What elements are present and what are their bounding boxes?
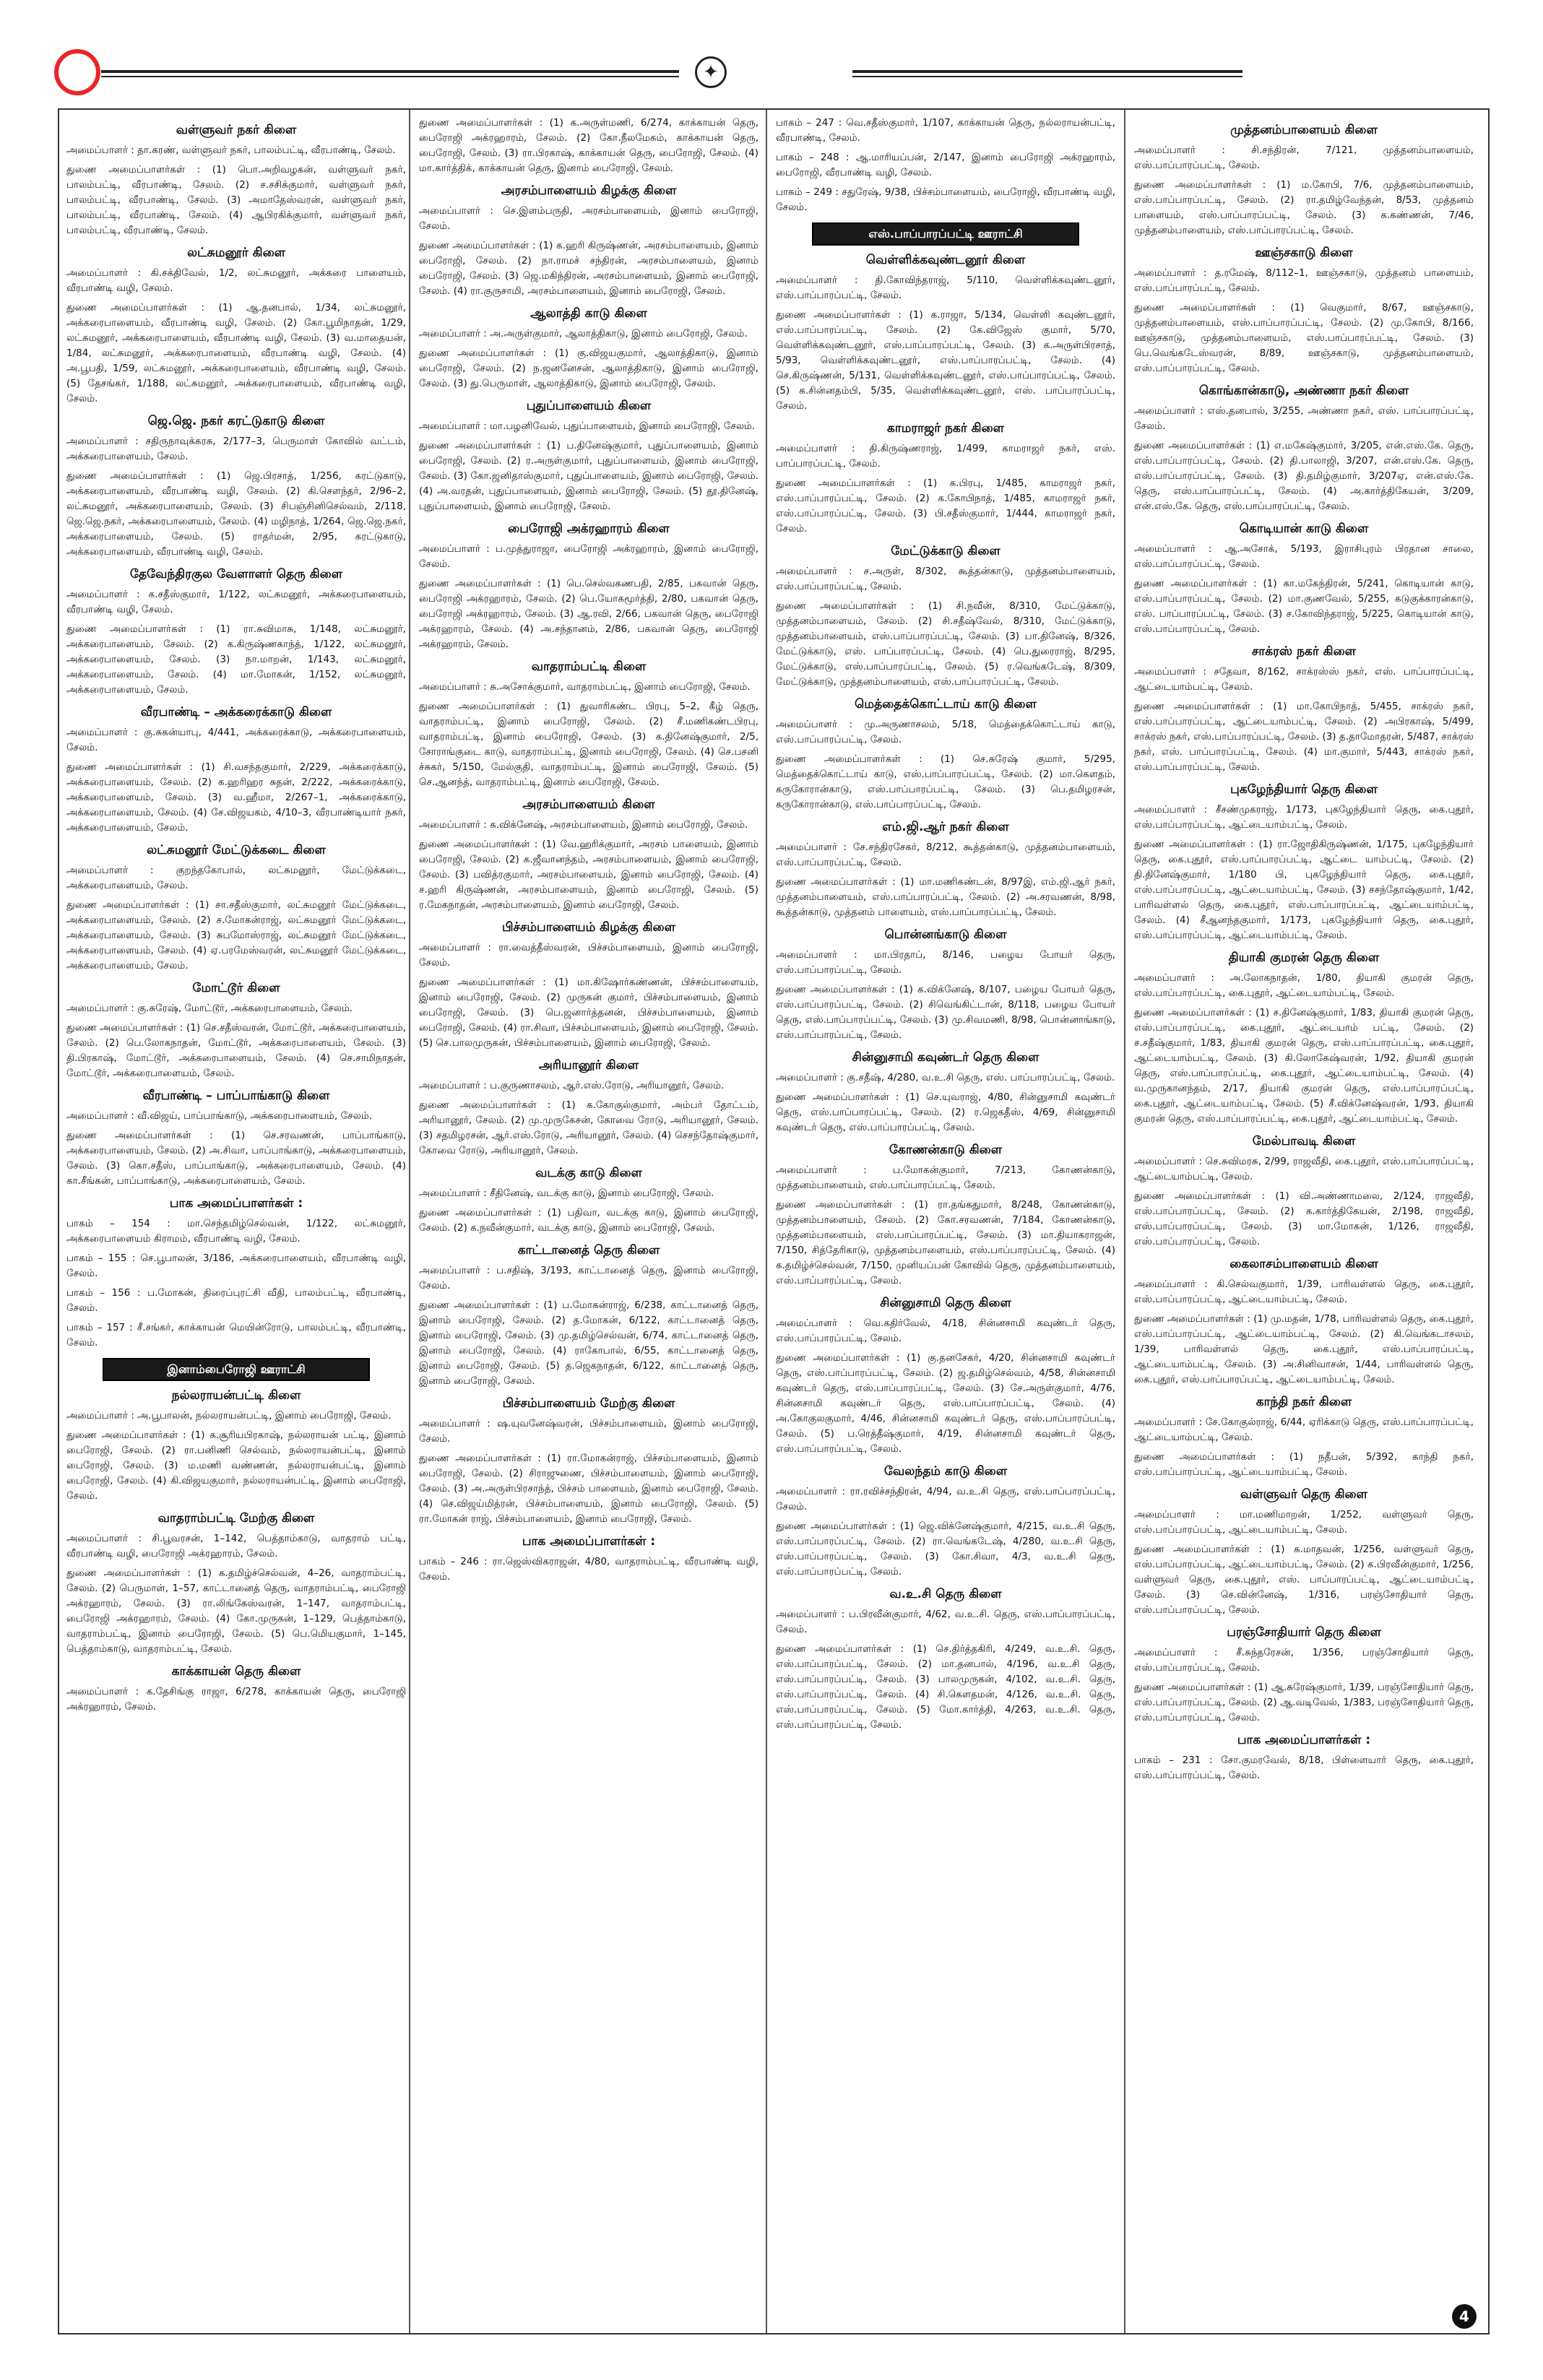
deputy-organizers-entry: துணை அமைப்பாளர்கள் : (1) ரா.ஜோதிகிருஷ்ணன், 1/175, புகழேந்தியார் தெரு, கை.புதூர், எஸ்.பாப்பாரப்பட்டி, ஆட்டை யாம்பட்டி, சேலம். (2) தி.தினேஷ்குமார், 1/180 பி, புகழேந்தியார் தெரு, கை.புதூர், எஸ்.பாப்பாரப்பட்டி, ஆட்டையாம்பட்டி, சேலம். (3) சசந்தோஷ்குமார், 1/42, பாரிவள்ளல் தெரு, கை.புதூர், எஸ்.பாப்பாரப்பட்டி, ஆட்டையாம்பட்டி, சேலம். (4) சீஆனந்தகுமார், 1/173, புகழேந்தியார் தெரு, கை.புதூர், எஸ்.பாப்பாரப்பட்டி, ஆட்டையாம்பட்டி, சேலம்.: [1134, 839, 1474, 941]
organizer-entry: அமைப்பாளர் : ரா.ரவிச்சந்திரன், 4/94, வ.உ.சி தெரு, எஸ்.பாப்பாரப்பட்டி, சேலம்.: [776, 1486, 1115, 1513]
section-heading: ஜெ.ஜெ. நகர் கரட்டுகாடு கிளை: [147, 414, 325, 428]
organizer-entry: அமைப்பாளர் : அ.அருள்குமார், ஆலாத்திகாடு, இனாம் பைரோஜி, சேலம்.: [419, 328, 748, 339]
section-heading: பாக அமைப்பாளர்கள் :: [169, 1196, 303, 1211]
column-divider: [409, 110, 410, 2333]
organizer-entry: அமைப்பாளர் : செ.இளம்பருதி, அரசம்பாளையம், இனாம் பைரோஜி, சேலம்.: [419, 205, 758, 232]
deputy-organizers-entry: துணை அமைப்பாளர்கள் : (1) செ.சதீஸ்வரன், மோட்டூர், அக்கரைபாளையம், சேலம். (2) பெ.லோகநாதன், மோட்டூர், அக்கரைபாளையம், சேலம். (3) தி.பிரகாஷ், மோட்டூர், அக்கரைபாளையம், சேலம். (4) செ.சாமிநாதன், மோட்டூர், அக்கரைபாளையம், சேலம்.: [66, 1022, 406, 1079]
deputy-organizers-entry: துணை அமைப்பாளர்கள் : (1) கு.தனசேகர், 4/20, சின்னசாமி கவுண்டர் தெரு, எஸ்.பாப்பாரப்பட்டி, சேலம். (2) ஜ.தமிழ்செல்வம், 4/58, சின்னசாமி கவுண்டர் தெரு, எஸ்.பாப்பாரப்பட்டி, சேலம். (3) சே.அருள்குமார், 4/76, சின்னசாமி கவுண்டர் தெரு, எஸ்.பாப்பாரப்பட்டி, சேலம். (4) அ.கோகுலகுமார், 4/46, சின்னசாமி கவுண்டர் தெரு, எஸ்.பாப்பாரப்பட்டி, சேலம். (5) ப.ரெத்தீஷ்குமார், 4/19, சின்னசாமி கவுண்டர் தெரு, எஸ்.பாப்பாரப்பட்டி, சேலம்.: [776, 1352, 1115, 1455]
section-heading: வள்ளுவர் நகர் கிளை: [176, 123, 297, 137]
deputy-organizers-entry: துணை அமைப்பாளர்கள் : (1) க.அருள்மணி, 6/274, காக்காயன் தெரு, பைரோஜி அக்ரஹாரம், சேலம். (2) கோ.நீலமேகம், காக்காயன் தெரு, பைரோஜி, சேலம். (3) ரா.பிரகாஷ், காக்காயன் தெரு, பைரோஜி, சேலம். (4) மா.கார்த்திக், காக்காயன் தெரு, இனாம் பைரோஜி, சேலம்.: [419, 117, 758, 174]
section-heading: புதுப்பாளையம் கிளை: [526, 399, 652, 413]
organizer-entry: அமைப்பாளர் : மா.பிரதாப், 8/146, பழைய போயர் தெரு, எஸ்.பாப்பாரப்பட்டி, சேலம்.: [776, 949, 1115, 976]
column-divider: [1124, 110, 1125, 2333]
section-heading: பைரோஜி அக்ரஹாரம் கிளை: [508, 522, 670, 536]
organizer-entry: அமைப்பாளர் : சி.பூவரசன், 1–142, பெத்தாம்காடு, வாதராம் பட்டி, வீரபாண்டி வழி, பைரோஜி அக்ரஹாரம், சேலம்.: [66, 1533, 406, 1559]
organizer-entry: அமைப்பாளர் : குறந்தகோபால், லட்சுமனூர், மேட்டுக்கடை, அக்கரைபாளையம், சேலம்.: [66, 865, 406, 891]
organizer-entry: அமைப்பாளர் : சீசண்முகராஜ், 1/173, புகழேந்தியார் தெரு, கை.புதூர், எஸ்.பாப்பாரப்பட்டி, ஆட்டையாம்பட்டி, சேலம்.: [1134, 804, 1474, 831]
booth-entry: பாகம் – 157 : சீ.சங்கர், காக்காயன் மெயின்ரோடு, பாலம்பட்டி, வீரபாண்டி, சேலம்.: [66, 1322, 406, 1349]
organizer-entry: அமைப்பாளர் : அ.பூபாலன், நல்லராயன்பட்டி, இனாம் பைரோஜி, சேலம்.: [66, 1410, 392, 1421]
organizer-entry: அமைப்பாளர் : ப.சதிஷ், 3/193, காட்டானைத் தெரு, இனாம் பைரோஜி, சேலம்.: [419, 1265, 758, 1291]
deputy-organizers-entry: துணை அமைப்பாளர்கள் : (1) செ.சுரேஷ் குமார், 5/295, மெத்தைக்கொட்டாய் காடு, எஸ்.பாப்பாரப்பட்டி, சேலம். (2) மா.கௌதம், கருகோரான்காடு, எஸ்.பாப்பாரப்பட்டி, சேலம். (3) பெ.தமிழரசன், கருகோரான்காடு, எஸ்.பாப்பாரப்பட்டி, சேலம்.: [776, 753, 1115, 810]
party-emblem-icon: ✦: [695, 56, 727, 88]
organizer-entry: அமைப்பாளர் : க.சதீஸ்குமார், 1/122, லட்சுமனூர், அக்கரைபாளையம், வீரபாண்டி வழி, சேலம்.: [66, 589, 406, 615]
organizer-entry: அமைப்பாளர் : தா.கரண், வள்ளுவர் நகர், பாலம்பட்டி, வீரபாண்டி, சேலம்.: [66, 144, 396, 156]
booth-entry: பாகம் – 249 : சதுரேஷ், 9/38, பிச்சம்பாளையம், பைரோஜி, வீரபாண்டி வழி, சேலம்.: [776, 186, 1115, 213]
deputy-organizers-entry: துணை அமைப்பாளர்கள் : (1) செ.திர்த்தகிரி, 4/249, வ.உ.சி. தெரு, எஸ்.பாப்பாரப்பட்டி, சேலம். (2) மா.தனபால், 4/196, வ.உ.சி தெரு, எஸ்.பாப்பாரப்பட்டி, சேலம். (3) பாலமுருகன், 4/102, வ.உ.சி. தெரு, எஸ்.பாப்பாரப்பட்டி, சேலம். (4) சி.கௌதமன், 4/126, வ.உ.சி. தெரு, எஸ்.பாப்பாரப்பட்டி, சேலம். (5) மோ.கார்த்தி, 4/263, வ.உ.சி. தெரு, எஸ்.பாப்பாரப்பட்டி, சேலம்.: [776, 1643, 1115, 1731]
deputy-organizers-entry: துணை அமைப்பாளர்கள் : (1) ம.கோபி, 7/6, முத்தனம்பாளையம், எஸ்.பாப்பாரப்பட்டி, சேலம். (2) ரா.தமிழ்வேந்தன், 8/53, முத்தனம் பாளையம், எஸ்.பாப்பாரப்பட்டி, சேலம். (3) க.கண்ணன், 7/46, முத்தனம்பாளையம், எஸ்.பாப்பாரப்பட்டி, சேலம்.: [1134, 179, 1474, 236]
deputy-organizers-entry: துணை அமைப்பாளர்கள் : (1) பொ.அறிவழகன், வள்ளுவர் நகர், பாலம்பட்டி, வீரபாண்டி, சேலம். (2) ச.சசிக்குமார், வள்ளுவர் நகர், பாலம்பட்டி, வீரபாண்டி, சேலம். (3) அமாதேஸ்வரன், வள்ளுவர் நகர், பாலம்பட்டி, வீரபாண்டி, சேலம். (4) ஆபிரகிக்குமார், வள்ளுவர் நகர், பாலம்பட்டி, வீரபாண்டி, சேலம்.: [66, 164, 406, 236]
section-heading: பிச்சம்பாளையம் மேற்கு கிளை: [502, 1396, 675, 1411]
booth-entry: பாகம் – 246 : ரா.ஜெஸ்விகராஜன், 4/80, வாதராம்பட்டி, வீரபாண்டி வழி, சேலம்.: [419, 1556, 758, 1583]
section-heading: பாக அமைப்பாளர்கள் :: [522, 1534, 656, 1549]
organizer-entry: அமைப்பாளர் : சீ.சுந்தரேசன், 1/356, பரஞ்சோதியார் தெரு, எஸ்.பாப்பாரப்பட்டி, சேலம்.: [1134, 1647, 1474, 1674]
section-heading: வடக்கு காடு கிளை: [535, 1166, 642, 1180]
section-heading: மோட்டூர் கிளை: [192, 981, 280, 995]
deputy-organizers-entry: துணை அமைப்பாளர்கள் : (1) எ.மகேஷ்குமார், 3/205, என்.எஸ்.கே. தெரு, எஸ்.பாப்பாரப்பட்டி, சேலம். (2) தி.பாலாஜி, 3/207, என்.எஸ்.கே. தெரு, எஸ்.பாப்பாரப்பட்டி, சேலம். (3) தி.தமிழ்குமார், 3/207ஏ, என்.எஸ்.கே. தெரு, எஸ்.பாப்பாரப்பட்டி, சேலம். (4) அ.கார்த்திகேயன், 3/209, என்.எஸ்.கே. தெரு, எஸ்.பாப்பாரப்பட்டி, சேலம்.: [1134, 440, 1474, 512]
organizer-entry: அமைப்பாளர் : ப.மோகன்குமார், 7/213, கோணன்காடு, முத்தனம்பாளையம், எஸ்.பாப்பாரப்பட்டி, சேலம்.: [776, 1164, 1115, 1191]
section-heading: நல்லராயன்பட்டி கிளை: [171, 1388, 301, 1403]
section-heading: அரசம்பாளையம் கிளை: [522, 797, 655, 812]
section-heading: கொங்கான்காடு, அண்ணா நகர் கிளை: [1198, 384, 1409, 398]
organizer-entry: அமைப்பாளர் : கு.சதீஷ், 4/280, வ.உ.சி தெரு, எஸ். பாப்பாரப்பட்டி, சேலம்.: [776, 1072, 1115, 1083]
section-heading: வேலந்தம் காடு கிளை: [883, 1464, 1008, 1479]
header-rule: [852, 70, 1242, 73]
column-divider: [766, 110, 767, 2333]
organizer-entry: அமைப்பாளர் : சே.கோகுல்ராஜ், 6/44, ஏரிக்காடு தெரு, எஸ்.பாப்பாரப்பட்டி, ஆட்டையாம்பட்டி, சேலம்.: [1134, 1416, 1474, 1443]
section-heading: வாதராம்பட்டி மேற்கு கிளை: [157, 1511, 315, 1526]
section-heading: காந்தி நகர் கிளை: [1255, 1395, 1352, 1409]
organizer-entry: அமைப்பாளர் : சதிருநாவுக்கரசு, 2/177–3, பெருமாள் கோவில் வட்டம், அக்கரைபாளையம், சேலம்.: [66, 436, 406, 462]
deputy-organizers-entry: துணை அமைப்பாளர்கள் : (1) நதீபன், 5/392, காந்தி நகர், எஸ்.பாப்பாரப்பட்டி, ஆட்டையாம்பட்டி, சேலம்.: [1134, 1451, 1474, 1478]
organizer-entry: அமைப்பாளர் : செ.சுவிமரசு, 2/99, ராஜவீதி, கை.புதூர், எஸ்.பாப்பாரப்பட்டி, ஆட்டையாம்பட்டி, சேலம்.: [1134, 1156, 1474, 1182]
organizer-entry: அமைப்பாளர் : சீதினேஷ், வடக்கு காடு, இனாம் பைரோஜி, சேலம்.: [419, 1187, 714, 1199]
deputy-organizers-entry: துணை அமைப்பாளர்கள் : (1) க.கோகுல்குமார், அம்பர் தோட்டம், அரியானூர், சேலம். (2) மு.முருகேசன், கோவை ரோடு, அரியானூர், சேலம். (3) சதமிழரசன், ஆர்.எஸ்.ரோடு, அரியானூர், சேலம். (4) செசந்தோஷ்குமார், கோவை ரோடு, அரியானூர், சேலம்.: [419, 1099, 758, 1156]
deputy-organizers-entry: துணை அமைப்பாளர்கள் : (1) ப.தினேஷ்குமார், புதுப்பாளையம், இனாம் பைரோஜி, சேலம். (2) ர.அருள்குமார், புதுப்பாளையம், இனாம் பைரோஜி, சேலம். (3) கோ.ஜனிதாஸ்குமார், புதுப்பாளையம், இனாம் பைரோஜி, சேலம். (4) அ.வரதன், புதுப்பாளையம், இனாம் பைரோஜி, சேலம். (5) தூ.தினேஷ், புதுப்பாளையம், இனாம் பைரோஜி, சேலம்.: [419, 440, 758, 512]
header-rule: [101, 76, 679, 77]
section-heading: பொன்னங்காடு கிளை: [884, 927, 1007, 942]
section-heading: வாதராம்பட்டி கிளை: [531, 659, 647, 674]
section-heading: லட்சுமனூர் கிளை: [187, 246, 285, 260]
section-heading: காட்டானைத் தெரு கிளை: [517, 1243, 660, 1258]
deputy-organizers-entry: துணை அமைப்பாளர்கள் : (1) சி.நவீன், 8/310, மேட்டுக்காடு, முத்தனம்பாளையம், சேலம். (2) சி.சதீஷ்வேல், 8/310, மேட்டுக்காடு, முத்தனம்பாளையம், எஸ்.பாப்பாரப்பட்டி, சேலம். (3) பா.தினேஷ், 8/326, மேட்டுக்காடு, எஸ். பாப்பாரப்பட்டி, சேலம். (4) பெ.துரைராஜ், 8/295, மேட்டுக்காடு, எஸ்.பாப்பாரப்பட்டி, சேலம். (5) ர.வெங்கடேஷ், 8/309, மேட்டுக்காடு, முத்தனம்பாளையம், எஸ்.பாப்பாரப்பட்டி, சேலம்.: [776, 600, 1115, 688]
deputy-organizers-entry: துணை அமைப்பாளர்கள் : (1) பதிவா, வடக்கு காடு, இனாம் பைரோஜி, சேலம். (2) க.நவீன்குமார், வடக்கு காடு, இனாம் பைரோஜி, சேலம்.: [419, 1207, 758, 1234]
deputy-organizers-entry: துணை அமைப்பாளர்கள் : (1) செ.சரவணன், பாப்பாங்காடு, அக்கரைபாளையம், சேலம். (2) அ.சிவா, பாப்பாங்காடு, அக்கரைபாளையம், சேலம். (3) கொ.சதீஸ், பாப்பாங்காடு, அக்கரைபாளையம், சேலம். (4) கா.சீங்கன், பாப்பாங்காடு, அக்கரைபாளையம், சேலம்.: [66, 1130, 406, 1187]
section-heading: தியாகி குமரன் தெரு கிளை: [1228, 951, 1380, 965]
organizer-entry: அமைப்பாளர் : சதேவா, 8/162, சாக்ரஸ்ஸ் நகர், எஸ். பாப்பாரப்பட்டி, ஆட்டையாம்பட்டி, சேலம்.: [1134, 666, 1474, 693]
deputy-organizers-entry: துணை அமைப்பாளர்கள் : (1) மா.கோபிநாத், 5/455, சாக்ரஸ் நகர், எஸ்.பாப்பாரப்பட்டி, ஆட்டையாம்பட்டி, சேலம். (2) அபிரகாஷ், 5/499, சாக்ரஸ் நகர், எஸ்.பாப்பாரப்பட்டி, சேலம். (3) த.தாமோதரன், 5/487, சாக்ரஸ் நகர், எஸ். பாப்பாரப்பட்டி, சேலம். (4) மா.குமார், 5/443, சாக்ரஸ் நகர், எஸ்.பாப்பாரப்பட்டி, சேலம்.: [1134, 701, 1474, 773]
organizer-entry: அமைப்பாளர் : வீ.விஜய், பாப்பாங்காடு, அக்கரைபாளையம், சேலம்.: [66, 1110, 373, 1122]
section-heading: எம்.ஜி.ஆர் நகர் கிளை: [882, 820, 1009, 834]
deputy-organizers-entry: துணை அமைப்பாளர்கள் : (1) கா.மகேந்திரன், 5/241, கொடியான் காடு, எஸ்.பாப்பாரப்பட்டி, சேலம். (2) மா.குணவேல், 5/255, கடுகுக்காரன்காடு, எஸ். பாப்பாரப்பட்டி, சேலம். (3) ச.கோவிந்தராஜ், 5/225, கொடியான் காடு, எஸ்.பாப்பாரப்பட்டி, சேலம்.: [1134, 578, 1474, 635]
deputy-organizers-entry: துணை அமைப்பாளர்கள் : (1) க.பிரபு, 1/485, காமராஜர் நகர், எஸ்.பாப்பாரப்பட்டி, சேலம். (2) க.கோபிநாத், 1/485, காமராஜர் நகர், எஸ்.பாப்பாரப்பட்டி, சேலம். (3) பி.சதீஸ்குமார், 1/444, காமராஜர் நகர், சேலம்.: [776, 477, 1115, 535]
organizer-entry: அமைப்பாளர் : மா.பழனிவேல், புதுப்பாளையம், இனாம் பைரோஜி, சேலம்.: [419, 420, 756, 432]
organizer-entry: அமைப்பாளர் : மா.மணிமாறன், 1/252, வள்ளுவர் தெரு, எஸ்.பாப்பாரப்பட்டி, ஆட்டையாம்பட்டி, சேலம்.: [1134, 1509, 1474, 1536]
organizer-entry: அமைப்பாளர் : க.விக்னேஷ், அரசம்பாளையம், இனாம் பைரோஜி, சேலம்.: [419, 819, 748, 831]
deputy-organizers-entry: துணை அமைப்பாளர்கள் : (1) துவாரிகண்ட பிரபு, 5–2, கீழ் தெரு, வாதராம்பட்டி, இனாம் பைரோஜி, சேலம். (2) சீ.மணிகண்டபிரபு, வாதராம்பட்டி, இனாம் பைரோஜி, சேலம். (3) க.தினேஷ்குமார், 2/5, சோராங்குடை காடு, வாதராம்பட்டி, இனாம் பைரோஜி, சேலம். (4) செ.பசனி ச்சுகர், 5/150, மேல்குதி, வாதராம்பட்டி, இனாம் பைரோஜி, சேலம். (5) செ.ஆனந்த், வாதராம்பட்டி, இனாம் பைரோஜி, சேலம்.: [419, 701, 758, 788]
deputy-organizers-entry: துணை அமைப்பாளர்கள் : (1) ச.தினேஷ்குமார், 1/83, தியாகி குமரன் தெரு, எஸ்.பாப்பாரப்பட்டி, கை.புதூர், ஆட்டையாம் பட்டி, சேலம். (2) ச.சதீஷ்குமார், 1/83, தியாகி குமரன் தெரு, எஸ்.பாப்பாரப்பட்டி, கை.புதூர், ஆட்டையாம்பட்டி, சேலம். (3) கி.லோகேஷ்வரன், 1/92, தியாகி குமரன் தெரு, எஸ்.பாப்பாரப்பட்டி, கை.புதூர், ஆட்டையாம்பட்டி, சேலம். (4) வ.முருகானந்தம், 2/17, தியாகி குமரன் தெரு, எஸ்.பாப்பாரப்பட்டி, கை.புதூர், ஆட்டையாம்பட்டி, சேலம். (5) சீ.விக்னேஷ்வரன், 1/93, தியாகி குமரன் தெரு, எஸ்.பாப்பாரப்பட்டி, கை.புதூர், ஆட்டையாம்பட்டி, சேலம்.: [1134, 1007, 1474, 1125]
red-circle-logo-icon: [54, 49, 100, 95]
booth-entry: பாகம் – 231 : சோ.குமரவேல், 8/18, பிள்ளையார் தெரு, கை.புதூர், எஸ்.பாப்பாரப்பட்டி, சேலம்.: [1134, 1754, 1474, 1781]
deputy-organizers-entry: துணை அமைப்பாளர்கள் : (1) ஆ.சுரேஷ்குமார், 1/39, பரஞ்சோதியார் தெரு, எஸ்.பாப்பாரப்பட்டி, சேலம். (2) ஆ.வடிவேல், 1/383, பரஞ்சோதியார் தெரு, எஸ்.பாப்பாரப்பட்டி, சேலம்.: [1134, 1682, 1474, 1723]
organizer-entry: அமைப்பாளர் : சு.அசோக்குமார், வாதராம்பட்டி, இனாம் பைரோஜி, சேலம்.: [419, 681, 751, 693]
deputy-organizers-entry: துணை அமைப்பாளர்கள் : (1) ரா.தங்கதுமார், 8/248, கோணன்காடு, முத்தனம்பாளையம், சேலம். (2) கோ.சரவணன், 7/184, கோணன்காடு, முத்தனம்பாளையம், எஸ்.பாப்பாரப்பட்டி, சேலம். (3) மா.தியாகராஜன், 7/150, சித்தேரிகாடு, முத்தனம்பாளையம், எஸ்.பாப்பாரப்பட்டி, சேலம். (4) க.தமிழ்ச்செல்வன், 7/150, முனியப்பன் கோவில் தெரு, முத்தனம்பாளையம், எஸ்.பாப்பாரப்பட்டி, சேலம்.: [776, 1199, 1115, 1286]
deputy-organizers-entry: துணை அமைப்பாளர்கள் : (1) ரா.சுவிமாசு, 1/148, லட்சுமனூர், அக்கரைபாளையம், சேலம். (2) க.கிருஷ்ணகாந்த், 1/122, லட்சுமனூர், அக்கரைபாளையம், சேலம். (3) நா.மாறன், 1/143, லட்சுமனூர், அக்கரைபாளையம், சேலம். (4) மா.மோகன், 1/152, லட்சுமனூர், அக்கரைபாளையம், சேலம்.: [66, 623, 406, 696]
section-heading: புகழேந்தியார் தெரு கிளை: [1230, 782, 1378, 797]
deputy-organizers-entry: துணை அமைப்பாளர்கள் : (1) ப.மோகன்ராஜ், 6/238, காட்டானைத் தெரு, இனாம் பைரோஜி, சேலம். (2) த.மோகன், 6/122, காட்டானைத் தெரு, இனாம் பைரோஜி, சேலம். (3) மு.தமிழ்செல்வன், 6/74, காட்டானைத் தெரு, இனாம் பைரோஜி, சேலம். (4) ராகோபால், 6/55, காட்டானைத் தெரு, இனாம் பைரோஜி, சேலம். (5) த.ஜெகநாதன், 6/122, காட்டானைத் தெரு, இனாம் பைரோஜி, சேலம்.: [419, 1299, 758, 1387]
section-heading: காமராஜர் நகர் கிளை: [886, 421, 1004, 436]
deputy-organizers-entry: துணை அமைப்பாளர்கள் : (1) க.சூரியபிரகாஷ், நல்லராயன் பட்டி, இனாம் பைரோஜி, சேலம். (2) ரா.பனிணி செல்வம், நல்லராயன்பட்டி, இனாம் பைரோஜி, சேலம். (3) ம.மணி வண்ணன், நல்லராயன்பட்டி, இனாம் பைரோஜி, சேலம். (4) கி.விஜயகுமார், நல்லராயன்பட்டி, இனாம் பைரோஜி, சேலம்.: [66, 1429, 406, 1502]
section-heading: வ.உ.சி தெரு கிளை: [889, 1587, 1002, 1601]
section-heading: அரசம்பாளையம் கிழக்கு கிளை: [501, 183, 677, 198]
section-heading: பரஞ்சோதியார் தெரு கிளை: [1227, 1625, 1381, 1640]
organizer-entry: அமைப்பாளர் : ப.பிரவீன்குமார், 4/62, வ.உ.சி. தெரு, எஸ்.பாப்பாரப்பட்டி, சேலம்.: [776, 1609, 1115, 1635]
organizer-entry: அமைப்பாளர் : ஆ.அசோக், 5/193, இராசிபுரம் பிரதான சாலை, எஸ்.பாப்பாரப்பட்டி, சேலம்.: [1134, 543, 1474, 570]
deputy-organizers-entry: துணை அமைப்பாளர்கள் : (1) க.மாதவன், 1/256, வள்ளுவர் தெரு, எஸ்.பாப்பாரப்பட்டி, ஆட்டையாம்பட்டி, சேலம். (2) க.பிரவீன்குமார், 1/256, வள்ளுவர் தெரு, கை.புதூர், எஸ். பாப்பாரப்பட்டி, ஆட்டையாம்பட்டி, சேலம். (3) செ.வின்னேஷ், 1/316, பரஞ்சோதியார் தெரு, எஸ்.பாப்பாரப்பட்டி, சேலம்.: [1134, 1544, 1474, 1616]
section-heading: ஊஞ்சகாடு கிளை: [1255, 246, 1353, 260]
booth-entry: பாகம் – 154 : மா.செந்தமிழ்செல்வன், 1/122, லட்சுமனூர், அக்கரைபாளையம் கிராமம், வீரபாண்டி வழி, சேலம்.: [66, 1218, 406, 1245]
deputy-organizers-entry: துணை அமைப்பாளர்கள் : (1) க.ராஜா, 5/134, வெள்ளி கவுண்டனூர், எஸ்.பாப்பாரப்பட்டி, சேலம். (2) கே.விஜேஸ் குமார், 5/70, வெள்ளிக்கவுண்டனூர், எஸ்.பாப்பாரப்பட்டி, சேலம். (3) க.அருள்பிரசாத், 5/93, வெள்ளிக்கவுண்டனூர், எஸ்.பாப்பாரப்பட்டி, சேலம். (4) செ.கிருஷ்ணன், 5/131, வெள்ளிக்கவுண்டனூர், எஸ்.பாப்பாரப்பட்டி, சேலம். (5) க.சின்னதம்பி, 5/35, வெள்ளிக்கவுண்டனூர், எஸ். பாப்பாரப்பட்டி, சேலம்.: [776, 309, 1115, 412]
organizer-entry: அமைப்பாளர் : அ.லோகநாதன், 1/80, தியாகி குமரன் தெரு, எஸ்.பாப்பாரப்பட்டி, கை.புதூர், ஆட்டையாம்பட்டி, சேலம்.: [1134, 972, 1474, 999]
section-heading: முத்தனம்பாளையம் கிளை: [1230, 123, 1378, 137]
section-heading: கைலாசம்பாளையம் கிளை: [1229, 1257, 1378, 1271]
organizer-entry: அமைப்பாளர் : த.ரமேஷ், 8/112–1, ஊஞ்சகாடு, முத்தனம் பாளையம், எஸ்.பாப்பாரப்பட்டி, சேலம்.: [1134, 267, 1474, 294]
section-heading: பாக அமைப்பாளர்கள் :: [1237, 1733, 1371, 1747]
deputy-organizers-entry: துணை அமைப்பாளர்கள் : (1) மா.கிஷோர்கண்ணன், பிச்சம்பாளையம், இனாம் பைரோஜி, சேலம். (2) முருகன் குமார், பிச்சம்பாளையம், இனாம் பைரோஜி, சேலம். (3) பெ.ஜனார்த்தனன், பிச்சம்பாளையம், இனாம் பைரோஜி, சேலம். (4) ரா.சிவா, பிச்சம்பாளையம், இனாம் பைரோஜி, சேலம். (5) செ.பாலமுருகன், பிச்சம்பாளையம், இனாம் பைரோஜி, சேலம்.: [419, 977, 758, 1049]
panchayat-banner: இனாம்பைரோஜி ஊராட்சி: [103, 1358, 371, 1381]
booth-entry: பாகம் – 248 : ஆ.மாரியப்பன், 2/147, இனாம் பைரோஜி அக்ரஹாரம், பைரோஜி, வீரபாண்டி வழி, சேலம்.: [776, 152, 1115, 178]
booth-entry: பாகம் – 156 : ப.மோகன், திரைப்புரட்சி வீதி, பாலம்பட்டி, வீரபாண்டி, சேலம்.: [66, 1287, 406, 1314]
column-4: [1134, 116, 1474, 2326]
page-header: [0, 0, 1543, 94]
organizer-entry: அமைப்பாளர் : கு.சுகன்யாபு, 4/441, அக்கரைக்காடு, அக்கரைபாளையம், சேலம்.: [66, 727, 406, 753]
section-heading: சாக்ரஸ் நகர் கிளை: [1251, 644, 1357, 659]
organizer-entry: அமைப்பாளர் : கி.சக்திவேல், 1/2, லட்சுமனூர், அக்கரை பாளையம், வீரபாண்டி வழி, சேலம்.: [66, 267, 406, 294]
section-heading: மேட்டுக்காடு கிளை: [891, 544, 1000, 558]
deputy-organizers-entry: துணை அமைப்பாளர்கள் : (1) ஆ.தனபால், 1/34, லட்சுமனூர், அக்கரைபாளையம், வீரபாண்டி வழி, சேலம். (2) கோ.பூமிநாதன், 1/29, லட்சுமனூர், அக்கரைபாளையம், வீரபாண்டி வழி, சேலம். (3) வ.மாதையன், 1/84, லட்சுமனூர், அக்கரைபாளையம், வீரபாண்டி வழி, சேலம். (4) அ.பூபதி, 1/59, லட்சுமனூர், அக்கரைபாளையம், வீரபாண்டி வழி, சேலம். (5) தேசங்கர், 1/188, லட்சுமனூர், அக்கரைபாளையம், வீரபாண்டி வழி, சேலம்.: [66, 302, 406, 404]
organizer-entry: அமைப்பாளர் : க.தேசிங்கு ராஜா, 6/278, காக்காயன் தெரு, பைரோஜி அக்ரஹாரம், சேலம்.: [66, 1686, 406, 1713]
section-heading: ஆலாத்தி காடு கிளை: [530, 306, 647, 321]
section-heading: சின்னுசாமி கவுண்டர் தெரு கிளை: [852, 1050, 1040, 1065]
section-heading: வீரபாண்டி – பாப்பாங்காடு கிளை: [142, 1089, 330, 1103]
section-heading: கொடியான் காடு கிளை: [1239, 522, 1369, 536]
section-heading: வீரபாண்டி – அக்கரைக்காடு கிளை: [140, 705, 332, 719]
organizer-entry: அமைப்பாளர் : ஷ.யுவனேஷ்வரன், பிச்சம்பாளையம், இனாம் பைரோஜி, சேலம்.: [419, 1418, 758, 1445]
section-heading: கோணன்காடு கிளை: [889, 1143, 1003, 1157]
section-heading: தேவேந்திரகுல வேளாளர் தெரு கிளை: [129, 567, 343, 581]
column-3: [776, 116, 1115, 2326]
organizer-entry: அமைப்பாளர் : ரா.வைத்தீஸ்வரன், பிச்சம்பாளையம், இனாம் பைரோஜி, சேலம்.: [419, 942, 758, 969]
deputy-organizers-entry: துணை அமைப்பாளர்கள் : (1) மா.மணிகண்டன், 8/97இ, எம்.ஜி.ஆர் நகர், முத்தனம்பாளையம், எஸ்.பாப்பாரப்பட்டி, சேலம். (2) அ.சரவணன், 8/98, கூத்தன்காடு, முத்தனம் பாளையம், எஸ்.பாப்பாரப்பட்டி, சேலம்.: [776, 876, 1115, 918]
organizer-entry: அமைப்பாளர் : சி.சந்திரன், 7/121, முத்தனம்பாளையம், எஸ்.பாப்பாரப்பட்டி, சேலம்.: [1134, 144, 1474, 171]
deputy-organizers-entry: துணை அமைப்பாளர்கள் : (1) பெ.செல்வகணபதி, 2/85, பகவான் தெரு, பைரோஜி அக்ரஹாரம், சேலம். (2) பெ.யோகமூர்த்தி, 2/80, பகவான் தெரு, பைரோஜி அக்ரஹாரம், சேலம். (3) ஆ.ரவி, 2/66, பகவான் தெரு, பைரோஜி அக்ரஹாரம், சேலம். (4) அ.சந்தானம், 2/86, பகவான் தெரு, பைரோஜி அக்ரஹாரம், சேலம்.: [419, 578, 758, 650]
page-number: 4: [1452, 2304, 1477, 2329]
section-heading: லட்சுமனூர் மேட்டுக்கடை கிளை: [147, 843, 326, 857]
deputy-organizers-entry: துணை அமைப்பாளர்கள் : (1) மு.மதன், 1/78, பாரிவள்ளல் தெரு, கை.புதூர், எஸ்.பாப்பாரப்பட்டி, ஆட்டையாம்பட்டி, சேலம். (2) கி.வெங்கடாசலம், 1/39, பாரிவள்ளல் தெரு, கை.புதூர், எஸ்.பாப்பாரப்பட்டி, ஆட்டையாம்பட்டி, சேலம். (3) அ.சினிவாசன், 1/44, பாரிவள்ளல் தெரு, கை.புதூர், எஸ்.பாப்பாரப்பட்டி, ஆட்டையாம்பட்டி, சேலம்.: [1134, 1313, 1474, 1385]
organizer-entry: அமைப்பாளர் : கு.சுரேஷ், மோட்டூர், அக்கரைபாளையம், சேலம்.: [66, 1003, 353, 1014]
organizer-entry: அமைப்பாளர் : சே.சந்திரசேகர், 8/212, கூத்தன்காடு, முத்தனம்பாளையம், எஸ்.பாப்பாரப்பட்டி, சேலம்.: [776, 841, 1115, 868]
section-heading: பிச்சம்பாளையம் கிழக்கு கிளை: [502, 920, 675, 935]
deputy-organizers-entry: துணை அமைப்பாளர்கள் : (1) சா.சதீஸ்குமார், லட்சுமனூர் மேட்டுக்கடை, அக்கரைபாளையம், சேலம். (2) ச.மோகன்ராஜ், லட்சுமனூர் மேட்டுக்கடை, அக்கரைபாளையம், சேலம். (3) சுபமோஸ்ராஜ், லட்சுமனூர் மேட்டுக்கடை, அக்கரைபாளையம், சேலம். (4) ஏ.பரமேஸ்வரன், லட்சுமனூர் மேட்டுக்கடை, அக்கரைபாளையம், சேலம்.: [66, 899, 406, 972]
deputy-organizers-entry: துணை அமைப்பாளர்கள் : (1) க.தமிழ்ச்செல்வன், 4–26, வாதராம்பட்டி, சேலம். (2) பெருமாள், 1–57, காட்டானைத் தெரு, வாதராம்பட்டி, பைரோஜி அக்ரஹாரம், சேலம். (3) ரா.லிங்கேஸ்வரன், 1–147, வாதராம்பட்டி, பைரோஜி அக்ரஹாரம், சேலம். (4) கோ.முருகன், 1–129, பெத்தாம்காடு, வாதராம்பட்டி, இனாம் பைரோஜி, சேலம். (5) பெ.மெியகுமார், 1–145, பெத்தாம்காடு, வாதராம்பட்டி, சேலம்.: [66, 1567, 406, 1655]
organizer-entry: அமைப்பாளர் : ப.குருணாசலம், ஆர்.எஸ்.ரோடு, அரியானூர், சேலம்.: [419, 1080, 725, 1091]
deputy-organizers-entry: துணை அமைப்பாளர்கள் : (1) கு.விஜயகுமார், ஆலாத்திகாடு, இனாம் பைரோஜி, சேலம். (2) ந.ஜனனேசன், ஆலாத்திகாடு, இனாம் பைரோஜி, சேலம். (3) து.பெருமாள், ஆலாத்திகாடு, இனாம் பைரோஜி, சேலம்.: [419, 347, 758, 389]
deputy-organizers-entry: துணை அமைப்பாளர்கள் : (1) க.விக்னேஷ், 8/107, பழைய போயர் தெரு, எஸ்.பாப்பாரப்பட்டி, சேலம். (2) சிவெங்கிட்டான், 8/118, பழைய போயர் தெரு, எஸ்.பாப்பாரப்பட்டி, சேலம். (3) மு.சிவமணி, 8/98, பொன்னாங்காடு, எஸ்.பாப்பாரப்பட்டி, சேலம்.: [776, 984, 1115, 1041]
deputy-organizers-entry: துணை அமைப்பாளர்கள் : (1) வே.ஹரிக்குமார், அரசம் பாளையம், இனாம் பைரோஜி, சேலம். (2) க.ஜீவானந்தம், அரசம்பாளையம், இனாம் பைரோஜி, சேலம். (3) பவித்ரகுமார், அரசம்பாளையம், இனாம் பைரோஜி, சேலம். (4) ச.ஹரி கிருஷ்ணன், அரசம்பாளையம், இனாம் பைரோஜி, சேலம். (5) ர.மேகநாதன், அரசம்பாளையம், இனாம் பைரோஜி, சேலம்.: [419, 839, 758, 911]
section-heading: வள்ளுவர் தெரு கிளை: [1240, 1487, 1367, 1502]
deputy-organizers-entry: துணை அமைப்பாளர்கள் : (1) ஜெ.பிரசாத், 1/256, கரட்டுகாடு, அக்கரைபாளையம், வீரபாண்டி வழி, சேலம். (2) கி.சௌந்தர், 2/96–2, லட்சுமனூர், அக்கரைபாளையம், சேலம். (3) சிபஞ்சினிசெல்வம், 2/118, ஜெ.ஜெ.நகர், அக்கரைபாளையம், சேலம். (4) மழிநாத், 1/264, ஜெ.ஜெ.நகர், அக்கரைபாளையம், சேலம். (5) ராதர்மன், 2/95, கரட்டுகாடு, அக்கரைபாளையம், வீரபாண்டி வழி, சேலம்.: [66, 470, 406, 558]
section-heading: காக்காயன் தெரு கிளை: [171, 1664, 301, 1679]
column-2: [419, 116, 758, 2326]
deputy-organizers-entry: துணை அமைப்பாளர்கள் : (1) க.ஹரி கிருஷ்ணன், அரசம்பாளையம், இனாம் பைரோஜி, சேலம். (2) நா.ராமச் சந்திரன், அரசம்பாளையம், இனாம் பைரோஜி, சேலம். (3) ஜெ.மகிந்திரன், அரசம்பாளையம், இனாம் பைரோஜி, சேலம். (4) ரா.குருசாமி, அரசம்பாளையம், இனாம் பைரோஜி, சேலம்.: [419, 240, 758, 297]
deputy-organizers-entry: துணை அமைப்பாளர்கள் : (1) வி.அண்ணாமலை, 2/124, ராஜவீதி, எஸ்.பாப்பாரப்பட்டி, சேலம். (2) க.கார்த்திகேயன், 2/198, ராஜவீதி, எஸ்.பாப்பாரப்பட்டி, சேலம். (3) மா.மோகன், 1/126, ராஜவீதி, எஸ்.பாப்பாரப்பட்டி, சேலம்.: [1134, 1190, 1474, 1247]
deputy-organizers-entry: துணை அமைப்பாளர்கள் : (1) ஜெ.விக்னேஷ்குமார், 4/215, வ.உ.சி தெரு, எஸ்.பாப்பாரப்பட்டி, சேலம். (2) ரா.வெங்கடேஷ், 4/280, வ.உ.சி தெரு, எஸ்.பாப்பாரப்பட்டி, சேலம். (3) கோ.சிவா, 4/3, வ.உ.சி தெரு, எஸ்.பாப்பாரப்பட்டி, சேலம்.: [776, 1520, 1115, 1578]
column-1: [66, 116, 406, 2326]
header-rule: [852, 76, 1242, 77]
panchayat-banner: எஸ்.பாப்பாரப்பட்டி ஊராட்சி: [812, 222, 1080, 246]
deputy-organizers-entry: துணை அமைப்பாளர்கள் : (1) சி.வசந்தகுமார், 2/229, அக்கரைக்காடு, அக்கரைபாளையம், சேலம். (2) க.ஹரிஹர சுதன், 2/222, அக்கரைக்காடு, அக்கரைபாளையம், சேலம். (3) வ.ஹீமா, 2/267–1, அக்கரைக்காடு, அக்கரைபாளையம், சேலம். (4) சே.விஜயகம், 4/10–3, வீரபாண்டியார் நகர், அக்கரைபாளையம், சேலம்.: [66, 761, 406, 834]
deputy-organizers-entry: துணை அமைப்பாளர்கள் : (1) செ.யுவராஜ், 4/80, சின்னுசாமி கவுண்டர் தெரு, எஸ்.பாப்பாரப்பட்டி, சேலம். (2) ர.ஜெகதீஸ், 4/69, சின்னுசாமி கவுண்டர் தெரு, எஸ்.பாப்பாரப்பட்டி, சேலம்.: [776, 1091, 1115, 1133]
organizer-entry: அமைப்பாளர் : கி.செல்வகுமார், 1/39, பாரிவள்ளல் தெரு, கை.புதூர், எஸ்.பாப்பாரப்பட்டி, ஆட்டையாம்பட்டி, சேலம்.: [1134, 1278, 1474, 1305]
section-heading: சின்னுசாமி தெரு கிளை: [880, 1296, 1011, 1310]
organizer-entry: அமைப்பாளர் : தி.கிருஷ்ணராஜ், 1/499, காமராஜர் நகர், எஸ். பாப்பாரப்பட்டி, சேலம்.: [776, 443, 1115, 469]
organizer-entry: அமைப்பாளர் : ச.அருள், 8/302, கூத்தன்காடு, முத்தனம்பாளையம், எஸ்.பாப்பாரப்பட்டி, சேலம்.: [776, 566, 1115, 592]
section-heading: வெள்ளிக்கவுண்டனூர் கிளை: [865, 253, 1026, 267]
deputy-organizers-entry: துணை அமைப்பாளர்கள் : (1) வெகுமார், 8/67, ஊஞ்சகாடு, முத்தனம்பாளையம், எஸ்.பாப்பாரப்பட்டி, சேலம். (2) மு.கோபி, 8/166, ஊஞ்சகாடு, முத்தனம்பாளையம், எஸ்.பாப்பாரப்பட்டி, சேலம். (3) பெ.வெங்கடேஸ்வரன், 8/89, ஊஞ்சகாடு, முத்தனம்பாளையம், எஸ்.பாப்பாரப்பட்டி, சேலம்.: [1134, 302, 1474, 374]
organizer-entry: அமைப்பாளர் : தி.கோவிந்தராஜ், 5/110, வெள்ளிக்கவுண்டனூர், எஸ்.பாப்பாரப்பட்டி, சேலம்.: [776, 274, 1115, 301]
organizer-entry: அமைப்பாளர் : மு.அருணாசலம், 5/18, மெத்தைக்கொட்டாய் காடு, எஸ்.பாப்பாரப்பட்டி, சேலம்.: [776, 719, 1115, 745]
organizer-entry: அமைப்பாளர் : எஸ்.தனபால், 3/255, அண்ணா நகர், எஸ். பாப்பாரப்பட்டி, சேலம்.: [1134, 405, 1474, 432]
header-rule: [101, 70, 679, 73]
organizer-entry: அமைப்பாளர் : வெ.கதிர்வேல், 4/18, சின்னசாமி கவுண்டர் தெரு, எஸ்.பாப்பாரப்பட்டி, சேலம்.: [776, 1317, 1115, 1344]
deputy-organizers-entry: துணை அமைப்பாளர்கள் : (1) ரா.மோகன்ராஜ், பிச்சம்பாளையம், இனாம் பைரோஜி, சேலம். (2) சிராஜுணை, பிச்சம்பாளையம், இனாம் பைரோஜி, சேலம். (3) அ.அருள்பிரசாந்த், பிச்சம் பாளையம், இனாம் பைரோஜி, சேலம். (4) செ.விஜய்மித்ரன், பிச்சம்பாளையம், இனாம் பைரோஜி, சேலம். (5) ரா.மோகன் ராஜ், பிச்சம்பாளையம், இனாம் பைரோஜி, சேலம்.: [419, 1453, 758, 1525]
booth-entry: பாகம் – 247 : வெ.சதீஸ்குமார், 1/107, காக்காயன் தெரு, நல்லராயன்பட்டி, வீரபாண்டி, சேலம்.: [776, 117, 1115, 144]
section-heading: மெத்தைக்கொட்டாய் காடு கிளை: [855, 697, 1037, 711]
booth-entry: பாகம் – 155 : செ.பூபாலன், 3/186, அக்கரைபாளையம், வீரபாண்டி வழி, சேலம்.: [66, 1252, 406, 1279]
organizer-entry: அமைப்பாளர் : ப.முத்துராஜா, பைரோஜி அக்ரஹாரம், இனாம் பைரோஜி, சேலம்.: [419, 543, 758, 570]
section-heading: மேல்பாவடி கிளை: [1252, 1134, 1356, 1148]
section-heading: அரியானூர் கிளை: [538, 1058, 639, 1073]
